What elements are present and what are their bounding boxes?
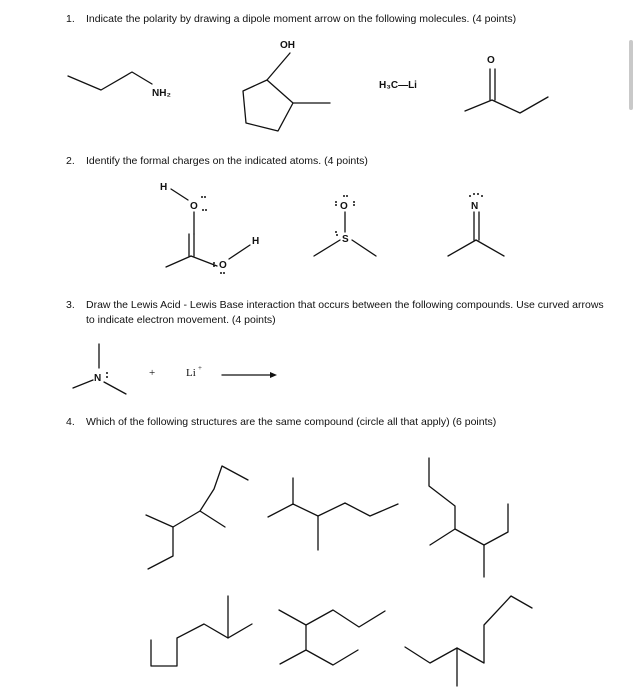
question-1-text: Indicate the polarity by drawing a dipole moment arrow on the following molecules. (4 points) — [86, 13, 517, 25]
amine-nitrogen-label: N — [94, 373, 102, 384]
question-1-number: 1. — [66, 13, 75, 25]
alcohol-label: OH — [280, 40, 295, 51]
sulfoxide-structure — [314, 195, 376, 256]
organolithium-label: H₃C—Li — [379, 80, 417, 91]
sulfur-label: S — [342, 234, 349, 245]
question-2-text: Identify the formal charges on the indicated atoms. (4 points) — [86, 155, 368, 167]
lithium-charge-label: + — [198, 364, 202, 372]
question-4-number: 4. — [66, 416, 75, 428]
structure-e — [279, 610, 385, 665]
lithium-cation — [186, 364, 202, 379]
structure-d — [151, 596, 252, 666]
question-3-text: Draw the Lewis Acid - Lewis Base interaction that occurs between the following compounds. Use curved arrows to indicate electron movement. (4 points) — [86, 299, 604, 326]
acid-hydrogen-label: H — [160, 182, 168, 193]
amine-label: NH₂ — [152, 88, 171, 99]
structure-f — [405, 596, 532, 686]
acid-structure — [160, 182, 259, 274]
ketone-oxygen-label: O — [487, 55, 495, 66]
acid-oxygen-1-label: O — [190, 201, 198, 212]
acid-oxygen-2-label: O — [219, 260, 227, 271]
trimethylamine-structure — [73, 344, 126, 394]
butanone-structure — [465, 55, 548, 113]
structure-b — [268, 478, 398, 550]
imine-structure — [448, 193, 504, 256]
plus-sign: + — [149, 367, 156, 379]
cyclopentanol-structure — [243, 40, 330, 131]
lithium-label: Li — [186, 367, 196, 379]
question-4-text: Which of the following structures are the same compound (circle all that apply) (6 points) — [86, 416, 497, 428]
reaction-arrow — [222, 372, 277, 378]
methyllithium-structure — [379, 80, 417, 91]
acid-hydrogen-2-label: H — [252, 236, 260, 247]
question-2-number: 2. — [66, 155, 75, 167]
structure-c — [429, 458, 508, 577]
imine-nitrogen-label: N — [471, 201, 479, 212]
propylamine-structure — [68, 72, 171, 99]
sulfoxide-oxygen-label: O — [340, 201, 348, 212]
question-3-number: 3. — [66, 299, 75, 311]
structure-a — [146, 466, 248, 569]
